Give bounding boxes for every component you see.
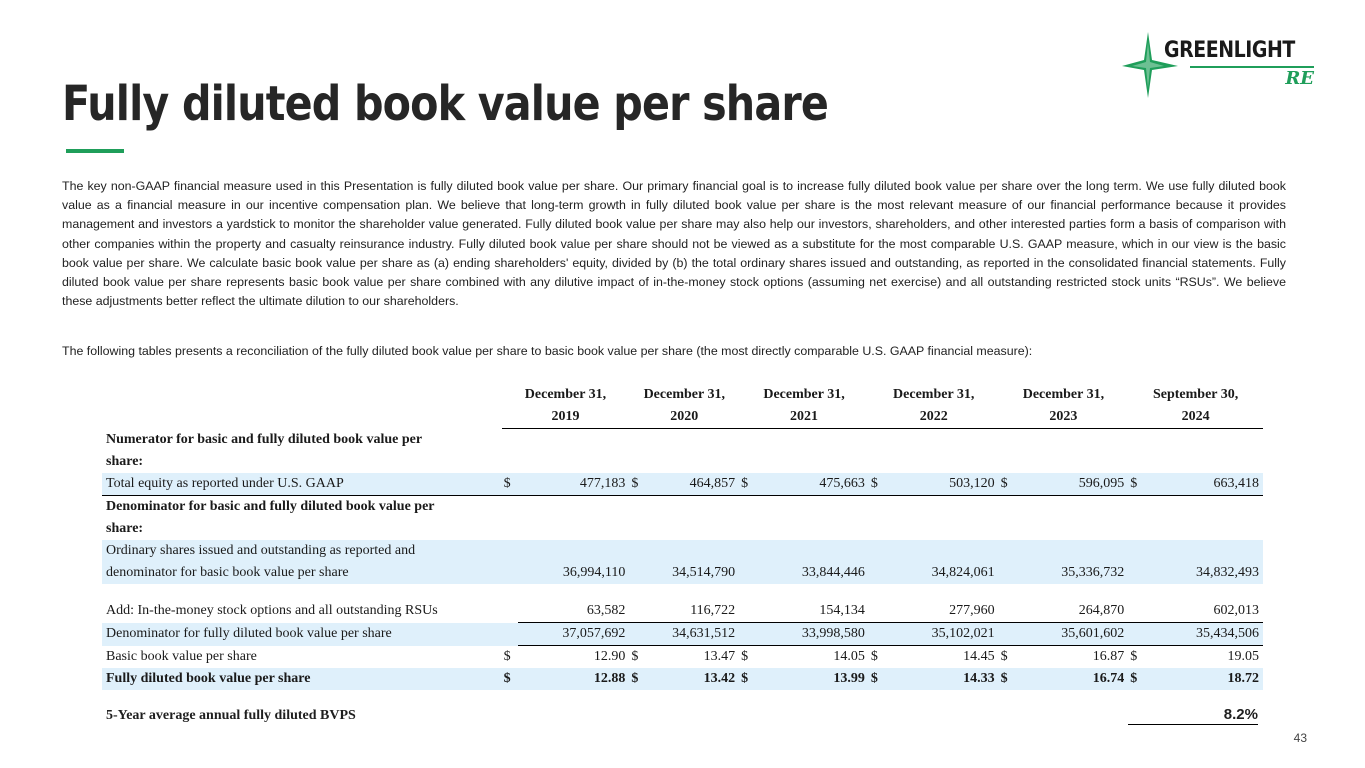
cell: 14.05 <box>833 649 865 664</box>
intro-paragraph: The key non-GAAP financial measure used in this Presentation is fully diluted book value per share. Our primary financial goal is to increase fully diluted book value per share over the long term. We use fully diluted book value as a financial measure in our incentive compensation plan. We believe that long-term growth in fully diluted book value per share is the most relevant measure of our financial performance because it provides management and investors a yardstick to monitor the shareholder value generated. Fully diluted book value per share may also help our investors, shareholders, and other interested parties form a basis of comparison with other companies within the property and casualty reinsurance industry. Fully diluted book value per share should not be viewed as a substitute for the most comparable U.S. GAAP measure, which in our view is the basic book value per share. We calculate basic book value per share as (a) ending shareholders' equity, divided by (b) the total ordinary shares issued and outstanding, as reported in the consolidated financial statements. Fully diluted book value per share represents basic book value per share combined with any dilutive impact of in-the-money stock options (assuming net exercise) and all outstanding restricted stock units “RSUs”. We believe these adjustments better reflect the ultimate dilution to our shareholders. <box>62 179 1286 309</box>
cell: 35,434,506 <box>1144 623 1263 646</box>
reconciliation-note: The following tables presents a reconciliation of the fully diluted book value per share to basic book value per share (the most directly comparable U.S. GAAP financial measure): <box>62 344 1033 358</box>
reconciliation-table <box>102 384 1263 690</box>
average-label: 5-Year average annual fully diluted BVPS <box>106 708 356 723</box>
diluted-bvps-row: Fully diluted book value per share $ 12.88 $ 13.42 $ 13.99 $ 14.33 $ 16.74 $ 18.72 <box>102 668 1263 690</box>
col-header-2021: December 31, 2021 <box>739 384 869 429</box>
company-logo <box>1120 30 1320 100</box>
cell: 33,844,446 <box>755 562 869 584</box>
row-label: Denominator for fully diluted book value per share <box>102 623 502 646</box>
denominator-heading-row <box>102 496 1263 519</box>
basic-bvps-row: Basic book value per share $ 12.90 $ 13.47 $ 14.05 $ 14.45 $ 16.87 $ 19.05 <box>102 646 1263 669</box>
cell: 116,722 <box>645 600 739 623</box>
numerator-heading-row-2 <box>102 451 1263 473</box>
cell: 19.05 <box>1227 649 1259 664</box>
col-header-2022: December 31, 2022 <box>869 384 999 429</box>
shares-row-label-1 <box>102 540 1263 562</box>
cell: 12.88 <box>518 668 630 690</box>
equity-row: Total equity as reported under U.S. GAAP $ 477,183 $ 464,857 $ 475,663 $ 503,120 $ 596,095 $ 663,418 <box>102 473 1263 496</box>
cell: 16.74 <box>1015 668 1129 690</box>
row-label: Fully diluted book value per share <box>102 668 502 690</box>
cell: 14.33 <box>885 668 999 690</box>
options-row <box>102 600 1263 623</box>
denominator-heading: Denominator for basic and fully diluted book value per <box>102 496 1263 519</box>
row-label: Add: In-the-money stock options and all outstanding RSUs <box>106 603 438 619</box>
cell: 12.90 <box>593 649 626 664</box>
cell: 602,013 <box>1144 600 1263 623</box>
cell: 477,183 <box>518 473 630 496</box>
row-label: denominator for basic book value per share <box>102 562 502 584</box>
cell: 36,994,110 <box>518 562 630 584</box>
row-label: Ordinary shares issued and outstanding as reported and <box>102 540 1263 562</box>
row-label: Basic book value per share <box>106 648 257 664</box>
cell: 18.72 <box>1144 668 1263 690</box>
col-header-2020: December 31, 2020 <box>629 384 739 429</box>
denominator-heading-cont: share: <box>106 521 144 536</box>
spacer-row <box>102 584 1263 600</box>
cell: 35,102,021 <box>885 623 999 646</box>
col-header-2024: September 30, 2024 <box>1128 384 1263 429</box>
diluted-denominator-row <box>102 623 1263 646</box>
title-accent-bar <box>66 149 124 153</box>
cell: 37,057,692 <box>518 623 630 646</box>
cell: 264,870 <box>1015 600 1129 623</box>
cell: 34,824,061 <box>885 562 999 584</box>
page-number: 43 <box>1293 731 1307 745</box>
cell: 13.42 <box>645 668 739 690</box>
logo-wordmark: GREENLIGHT <box>1164 38 1295 63</box>
cell: 14.45 <box>963 649 995 664</box>
col-header-2019: December 31, 2019 <box>502 384 630 429</box>
cell: 33,998,580 <box>755 623 869 646</box>
col-header-2023: December 31, 2023 <box>999 384 1129 429</box>
header-row <box>102 384 1263 429</box>
cell: 154,134 <box>755 600 869 623</box>
numerator-heading-row <box>102 429 1263 452</box>
shares-row <box>102 562 1263 584</box>
cell: 35,336,732 <box>1015 562 1129 584</box>
page-title: Fully diluted book value per share <box>62 76 828 132</box>
average-value: 8.2% <box>1128 706 1258 725</box>
logo-subtitle: RE <box>1285 68 1314 89</box>
cell: 34,631,512 <box>645 623 739 646</box>
denominator-heading-row-2 <box>102 518 1263 540</box>
cell: 475,663 <box>755 473 869 496</box>
cell: 277,960 <box>885 600 999 623</box>
cell: 34,832,493 <box>1144 562 1263 584</box>
cell: 663,418 <box>1144 473 1263 496</box>
numerator-heading-cont: share: <box>106 454 144 469</box>
cell: 63,582 <box>518 600 630 623</box>
cell: 503,120 <box>885 473 999 496</box>
cell: 13.99 <box>755 668 869 690</box>
cell: 35,601,602 <box>1015 623 1129 646</box>
cell: 13.47 <box>703 649 736 664</box>
cell: 596,095 <box>1015 473 1129 496</box>
cell: 464,857 <box>645 473 739 496</box>
cell: 16.87 <box>1092 649 1125 664</box>
row-label: Total equity as reported under U.S. GAAP <box>102 473 502 496</box>
cell: 34,514,790 <box>645 562 739 584</box>
numerator-heading: Numerator for basic and fully diluted book value per <box>106 432 423 447</box>
